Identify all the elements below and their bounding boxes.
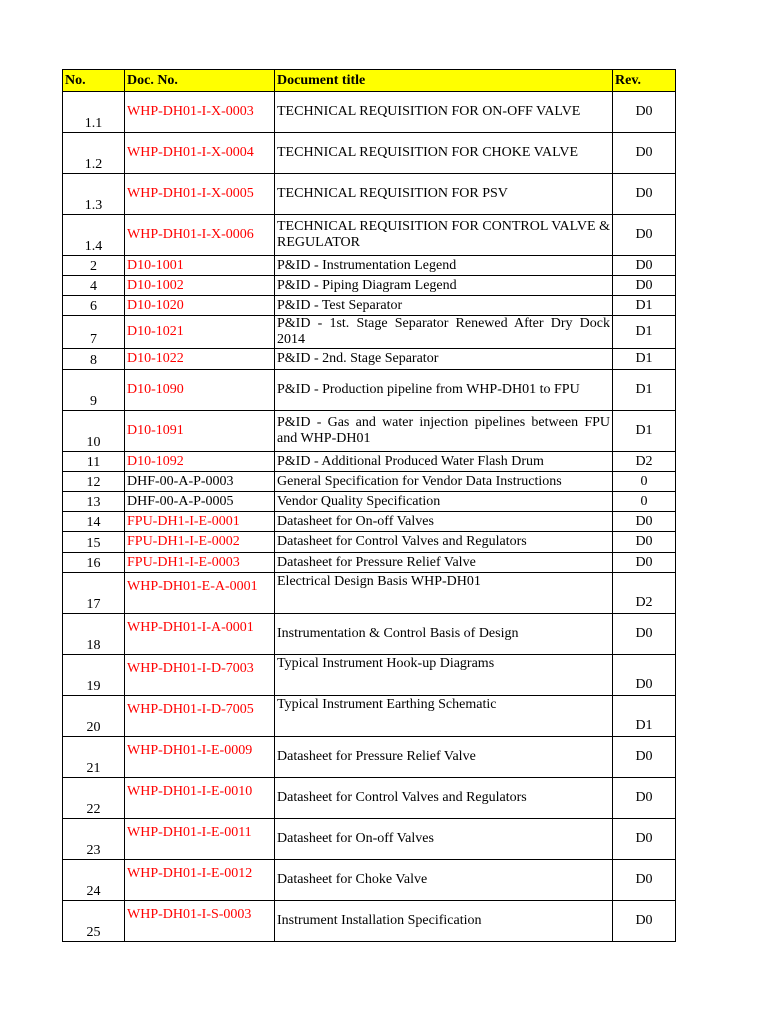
cell-doc-number: WHP-DH01-I-E-0010 (125, 778, 275, 819)
cell-document-title: Datasheet for On-off Valves (275, 512, 613, 532)
cell-revision: D0 (613, 614, 676, 655)
cell-revision: D1 (613, 349, 676, 370)
cell-document-title: P&ID - Test Separator (275, 296, 613, 316)
cell-doc-number: D10-1021 (125, 316, 275, 349)
cell-number: 18 (63, 614, 125, 655)
cell-revision: D1 (613, 411, 676, 452)
cell-revision: D0 (613, 174, 676, 215)
cell-number: 12 (63, 472, 125, 492)
cell-revision: D0 (613, 901, 676, 942)
cell-document-title: P&ID - Additional Produced Water Flash Drum (275, 452, 613, 472)
table-row (63, 532, 676, 553)
header-no: No. (63, 70, 125, 92)
cell-document-title: Instrumentation & Control Basis of Design (275, 614, 613, 655)
cell-number: 17 (63, 573, 125, 614)
cell-revision: D0 (613, 512, 676, 532)
cell-doc-number: WHP-DH01-E-A-0001 (125, 573, 275, 614)
cell-number: 2 (63, 256, 125, 276)
cell-revision: D1 (613, 370, 676, 411)
cell-number: 23 (63, 819, 125, 860)
cell-revision: D2 (613, 573, 676, 614)
cell-document-title: Typical Instrument Earthing Schematic (275, 696, 613, 737)
cell-revision: 0 (613, 472, 676, 492)
header-doc-no: Doc. No. (125, 70, 275, 92)
cell-document-title: Datasheet for Control Valves and Regulators (275, 778, 613, 819)
cell-doc-number: WHP-DH01-I-X-0004 (125, 133, 275, 174)
cell-document-title: P&ID - Instrumentation Legend (275, 256, 613, 276)
document-register-table (62, 69, 676, 942)
table-row (63, 276, 676, 296)
cell-doc-number: D10-1002 (125, 276, 275, 296)
cell-revision: 0 (613, 492, 676, 512)
cell-doc-number: WHP-DH01-I-E-0011 (125, 819, 275, 860)
cell-number: 24 (63, 860, 125, 901)
cell-doc-number: D10-1092 (125, 452, 275, 472)
cell-revision: D0 (613, 778, 676, 819)
header-document-title: Document title (275, 70, 613, 92)
cell-number: 7 (63, 316, 125, 349)
cell-revision: D1 (613, 316, 676, 349)
cell-number: 9 (63, 370, 125, 411)
cell-revision: D0 (613, 553, 676, 573)
cell-revision: D0 (613, 276, 676, 296)
cell-number: 1.3 (63, 174, 125, 215)
cell-document-title: Datasheet for Control Valves and Regulators (275, 532, 613, 553)
cell-number: 25 (63, 901, 125, 942)
table-row (63, 296, 676, 316)
table-row (63, 778, 676, 819)
table-row (63, 215, 676, 256)
cell-revision: D0 (613, 737, 676, 778)
cell-document-title: Datasheet for Choke Valve (275, 860, 613, 901)
cell-doc-number: FPU-DH1-I-E-0001 (125, 512, 275, 532)
table-row (63, 696, 676, 737)
cell-document-title: Typical Instrument Hook-up Diagrams (275, 655, 613, 696)
cell-doc-number: DHF-00-A-P-0003 (125, 472, 275, 492)
cell-number: 1.1 (63, 92, 125, 133)
cell-revision: D0 (613, 860, 676, 901)
cell-document-title: TECHNICAL REQUISITION FOR PSV (275, 174, 613, 215)
cell-doc-number: D10-1022 (125, 349, 275, 370)
cell-document-title: P&ID - Piping Diagram Legend (275, 276, 613, 296)
cell-doc-number: FPU-DH1-I-E-0003 (125, 553, 275, 573)
table-row (63, 553, 676, 573)
cell-number: 4 (63, 276, 125, 296)
table-row (63, 316, 676, 349)
cell-doc-number: WHP-DH01-I-A-0001 (125, 614, 275, 655)
cell-number: 13 (63, 492, 125, 512)
cell-doc-number: WHP-DH01-I-X-0003 (125, 92, 275, 133)
table-row (63, 737, 676, 778)
cell-document-title: P&ID - 2nd. Stage Separator (275, 349, 613, 370)
cell-number: 19 (63, 655, 125, 696)
cell-number: 1.2 (63, 133, 125, 174)
cell-number: 20 (63, 696, 125, 737)
cell-doc-number: FPU-DH1-I-E-0002 (125, 532, 275, 553)
cell-doc-number: WHP-DH01-I-X-0006 (125, 215, 275, 256)
table-row (63, 492, 676, 512)
cell-number: 10 (63, 411, 125, 452)
cell-doc-number: WHP-DH01-I-D-7003 (125, 655, 275, 696)
cell-document-title: Datasheet for Pressure Relief Valve (275, 553, 613, 573)
table-row (63, 472, 676, 492)
cell-doc-number: D10-1001 (125, 256, 275, 276)
table-row (63, 349, 676, 370)
table-row (63, 573, 676, 614)
table-row (63, 655, 676, 696)
cell-number: 16 (63, 553, 125, 573)
table-row (63, 452, 676, 472)
cell-doc-number: D10-1091 (125, 411, 275, 452)
cell-revision: D0 (613, 92, 676, 133)
cell-document-title: TECHNICAL REQUISITION FOR CONTROL VALVE & REGULATOR (275, 215, 613, 256)
cell-revision: D0 (613, 819, 676, 860)
cell-doc-number: D10-1090 (125, 370, 275, 411)
table-row (63, 370, 676, 411)
cell-revision: D0 (613, 256, 676, 276)
cell-revision: D2 (613, 452, 676, 472)
cell-document-title: Datasheet for On-off Valves (275, 819, 613, 860)
cell-number: 21 (63, 737, 125, 778)
cell-document-title: General Specification for Vendor Data Instructions (275, 472, 613, 492)
cell-revision: D1 (613, 696, 676, 737)
cell-doc-number: WHP-DH01-I-S-0003 (125, 901, 275, 942)
cell-number: 8 (63, 349, 125, 370)
table-body (63, 92, 676, 942)
cell-doc-number: DHF-00-A-P-0005 (125, 492, 275, 512)
table-header (63, 70, 676, 92)
cell-document-title: P&ID - 1st. Stage Separator Renewed After Dry Dock 2014 (275, 316, 613, 349)
cell-number: 15 (63, 532, 125, 553)
cell-number: 11 (63, 452, 125, 472)
cell-number: 1.4 (63, 215, 125, 256)
cell-revision: D0 (613, 133, 676, 174)
cell-document-title: Vendor Quality Specification (275, 492, 613, 512)
table-row (63, 860, 676, 901)
table-row (63, 901, 676, 942)
header-row (63, 70, 676, 92)
table-row (63, 411, 676, 452)
cell-document-title: Datasheet for Pressure Relief Valve (275, 737, 613, 778)
cell-doc-number: WHP-DH01-I-X-0005 (125, 174, 275, 215)
table-row (63, 819, 676, 860)
cell-revision: D0 (613, 532, 676, 553)
cell-number: 14 (63, 512, 125, 532)
cell-document-title: TECHNICAL REQUISITION FOR CHOKE VALVE (275, 133, 613, 174)
cell-document-title: TECHNICAL REQUISITION FOR ON-OFF VALVE (275, 92, 613, 133)
cell-document-title: Instrument Installation Specification (275, 901, 613, 942)
cell-number: 6 (63, 296, 125, 316)
table-row (63, 512, 676, 532)
cell-revision: D0 (613, 655, 676, 696)
header-rev: Rev. (613, 70, 676, 92)
cell-document-title: P&ID - Gas and water injection pipelines between FPU and WHP-DH01 (275, 411, 613, 452)
cell-doc-number: WHP-DH01-I-E-0012 (125, 860, 275, 901)
cell-revision: D1 (613, 296, 676, 316)
cell-doc-number: WHP-DH01-I-E-0009 (125, 737, 275, 778)
cell-revision: D0 (613, 215, 676, 256)
table-row (63, 133, 676, 174)
table-row (63, 256, 676, 276)
table-row (63, 614, 676, 655)
cell-document-title: P&ID - Production pipeline from WHP-DH01 to FPU (275, 370, 613, 411)
table-row (63, 92, 676, 133)
table-row (63, 174, 676, 215)
cell-doc-number: WHP-DH01-I-D-7005 (125, 696, 275, 737)
cell-number: 22 (63, 778, 125, 819)
cell-document-title: Electrical Design Basis WHP-DH01 (275, 573, 613, 614)
cell-doc-number: D10-1020 (125, 296, 275, 316)
